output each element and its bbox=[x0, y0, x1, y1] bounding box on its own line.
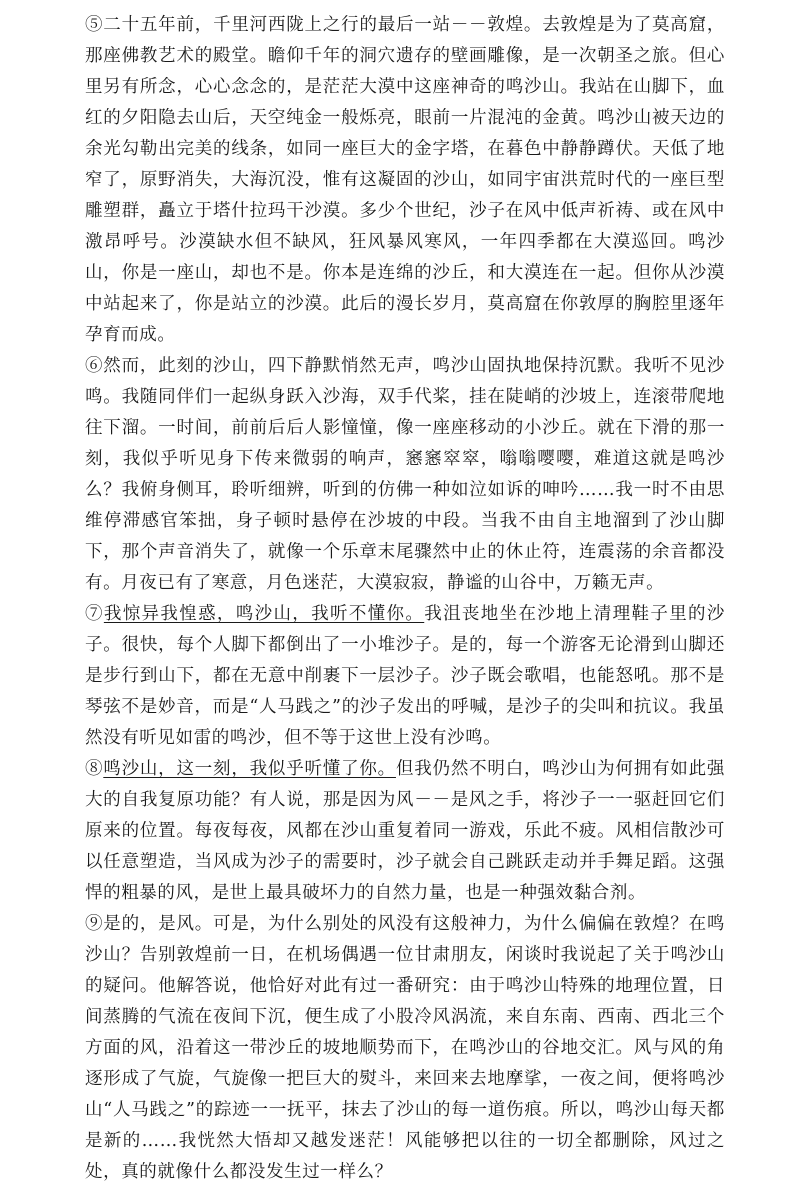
underlined-sentence: 我惊异我惶惑，鸣沙山，我听不懂你。 bbox=[103, 604, 425, 624]
paragraph-text: 是的，是风。可是，为什么别处的风没有这般神力，为什么偏偏在敦煌？在鸣沙山？告别敦煌前一日，在机场偶遇一位甘肃朋友，闲谈时我说起了关于鸣沙山的疑问。他解答说，他恰好对此有过一番研究：由于鸣沙山特殊的地理位置，日间蒸腾的气流在夜间下沉，便生成了小股冷风涡流，来自东南、西南、西北三个方面的风，沿着这一带沙丘的坡地顺势而下，在鸣沙山的谷地交汇。风与风的角逐形成了气旋，气旋像一把巨大的熨斗，来回来去地摩挲，一夜之间，便将鸣沙山“人马践之”的踪迹一一抚平，抹去了沙山的每一道伤痕。所以，鸣沙山每天都是新的……我恍然大悟却又越发迷茫！风能够把以往的一切全都删除，风过之处，真的就像什么都没发生过一样么？ bbox=[85, 914, 725, 1182]
paragraph-number: ⑥ bbox=[85, 356, 104, 376]
paragraph-text: 二十五年前，千里河西陇上之行的最后一站－－敦煌。去敦煌是为了莫高窟，那座佛教艺术的殿堂。瞻仰千年的洞穴遗存的壁画雕像，是一次朝圣之旅。但心里另有所念，心心念念的，是茫茫大漠中这座神奇的鸣沙山。我站在山脚下，血红的夕阳隐去山后，天空纯金一般烁亮，眼前一片混沌的金黄。鸣沙山被天边的余光勾勒出完美的线条，如同一座巨大的金字塔，在暮色中静静蹲伏。天低了地窄了，原野消失，大海沉没，惟有这凝固的沙山，如同宇宙洪荒时代的一座巨型雕塑群，矗立于塔什拉玛干沙漠。多少个世纪，沙子在风中低声祈祷、或在风中激昂呼号。沙漠缺水但不缺风，狂风暴风寒风，一年四季都在大漠巡回。鸣沙山，你是一座山，却也不是。你本是连绵的沙丘，和大漠连在一起。但你从沙漠中站起来了，你是站立的沙漠。此后的漫长岁月，莫高窟在你敦厚的胸腔里逐年孕育而成。 bbox=[85, 15, 725, 345]
paragraph-9 bbox=[85, 909, 725, 1188]
paragraph-number: ⑦ bbox=[85, 604, 104, 624]
paragraph-number: ⑨ bbox=[85, 914, 104, 934]
paragraph-number: ⑤ bbox=[85, 15, 104, 35]
article-body bbox=[85, 10, 725, 1188]
paragraph-8 bbox=[85, 754, 725, 909]
paragraph-text: 然而，此刻的沙山，四下静默悄然无声，鸣沙山固执地保持沉默。我听不见沙鸣。我随同伴们一起纵身跃入沙海，双手代桨，挂在陡峭的沙坡上，连滚带爬地往下溜。一时间，前前后后人影憧憧，像一座座移动的小沙丘。就在下滑的那一刻，我似乎听见身下传来微弱的响声，窸窸窣窣，嗡嗡嘤嘤，难道这就是鸣沙么？我俯身侧耳，聆听细辨，听到的仿佛一种如泣如诉的呻吟……我一时不由思维停滞感官笨拙，身子顿时悬停在沙坡的中段。当我不由自主地溜到了沙山脚下，那个声音消失了，就像一个乐章末尾骤然中止的休止符，连震荡的余音都没有。月夜已有了寒意，月色迷茫，大漠寂寂，静谧的山谷中，万籁无声。 bbox=[85, 356, 725, 593]
paragraph-text: 但我仍然不明白，鸣沙山为何拥有如此强大的自我复原功能？有人说，那是因为风－－是风之手，将沙子一一驱赶回它们原来的位置。每夜每夜，风都在沙山重复着同一游戏，乐此不疲。风相信散沙可以任意塑造，当风成为沙子的需要时，沙子就会自己跳跃走动并手舞足蹈。这强悍的粗暴的风，是世上最具破坏力的自然力量，也是一种强效黏合剂。 bbox=[85, 759, 725, 903]
paragraph-number: ⑧ bbox=[85, 759, 104, 779]
paragraph-6 bbox=[85, 351, 725, 599]
paragraph-text: 我沮丧地坐在沙地上清理鞋子里的沙子。很快，每个人脚下都倒出了一小堆沙子。是的，每一个游客无论滑到山脚还是步行到山下，都在无意中削裹下一层沙子。沙子既会歌唱，也能怒吼。那不是琴弦不是妙音，而是“人马践之”的沙子发出的呼喊，是沙子的尖叫和抗议。我虽然没有听见如雷的鸣沙，但不等于这世上没有沙鸣。 bbox=[85, 604, 726, 748]
paragraph-5 bbox=[85, 10, 725, 351]
underlined-sentence: 鸣沙山，这一刻，我似乎听懂了你。 bbox=[103, 759, 396, 779]
paragraph-7 bbox=[85, 599, 725, 754]
